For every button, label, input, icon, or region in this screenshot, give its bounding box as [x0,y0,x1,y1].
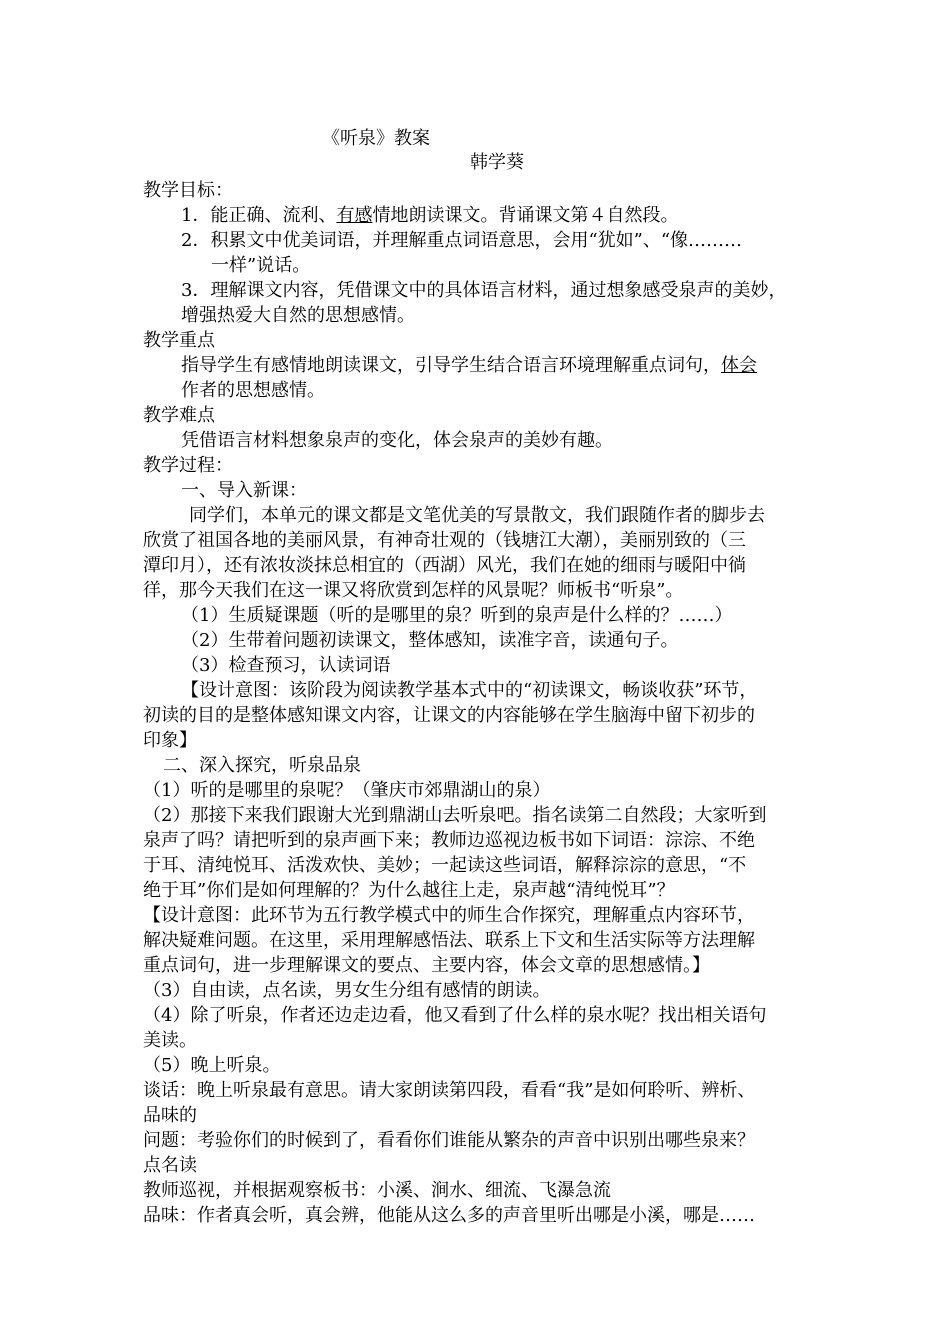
goals-heading: 教学目标： [143,180,233,201]
doc-title: 《听泉》教案 [322,128,430,149]
intro-paragraph-line-1: 同学们，本单元的课文都是文笔优美的写景散文，我们跟随作者的脚步去 [189,505,765,526]
underlined-word: 体会 [721,355,757,376]
section-2-item-3: （3）自由读，点名读，男女生分组有感情的朗读。 [143,980,551,1001]
talk-line-1: 谈话：晚上听泉最有意思。请大家朗读第四段，看看“我”是如何聆听、辨析、 [143,1080,756,1101]
key-points-heading: 教学重点 [143,330,215,351]
design-intent-2-line-1: 【设计意图：此环节为五行教学模式中的师生合作探究，理解重点内容环节， [143,905,755,926]
process-heading: 教学过程： [143,455,233,476]
design-intent-2-line-3: 重点词句，进一步理解课文的要点、主要内容，体会文章的思想感情。】 [143,955,710,976]
section-2-item-1: （1）听的是哪里的泉呢？（肇庆市郊鼎湖山的泉） [143,780,551,801]
difficulties-heading: 教学难点 [143,405,215,426]
section-2-title: 二、深入探究，听泉品泉 [163,755,361,776]
section-2-item-4-line-1: （4）除了听泉，作者还边走边看，他又看到了什么样的泉水呢？找出相关语句 [143,1005,767,1026]
design-intent-1-line-1: 【设计意图：该阶段为阅读教学基本式中的“初读课文，畅谈收获”环节， [181,680,758,701]
goal-1: 1．能正确、流利、有感情地朗读课文。背诵课文第４自然段。 [181,205,679,226]
intro-paragraph-line-2: 欣赏了祖国各地的美丽风景，有神奇壮观的（钱塘江大潮），美丽别致的（三 [143,530,746,551]
talk-line-2: 品味的 [143,1105,197,1126]
section-1-title: 一、导入新课： [181,480,307,501]
taste-line: 品味：作者真会听，真会辨，他能从这么多的声音里听出哪是小溪，哪是…… [143,1205,755,1226]
difficulties-line-1: 凭借语言材料想象泉声的变化，体会泉声的美妙有趣。 [181,430,613,451]
design-intent-1-line-3: 印象】 [143,730,197,751]
underlined-word: 有感 [336,205,373,226]
goal-2-line-2: 一样”说话。 [211,255,311,276]
intro-paragraph-line-4: 徉，那今天我们在这一课又将欣赏到怎样的风景呢？师板书“听泉”。 [143,580,684,601]
section-2-item-5: （5）晚上听泉。 [143,1055,281,1076]
design-intent-2-line-2: 解决疑难问题。在这里，采用理解感悟法、联系上下文和生活实际等方法理解 [143,930,755,951]
section-2-item-2-line-1: （2）那接下来我们跟谢大光到鼎湖山去听泉吧。指名读第二自然段；大家听到 [143,805,767,826]
section-2-item-4-line-2: 美读。 [143,1030,197,1051]
section-1-item-3: （3）检查预习，认读词语 [181,655,391,676]
key-points-line-2: 作者的思想感情。 [181,380,325,401]
section-1-item-2: （2）生带着问题初读课文，整体感知，读准字音，读通句子。 [181,630,679,651]
question-line: 问题：考验你们的时候到了，看看你们谁能从繁杂的声音中识别出哪些泉来？ [143,1130,755,1151]
key-points-line-1: 指导学生有感情地朗读课文，引导学生结合语言环境理解重点词句，体会 [181,355,757,376]
section-2-item-2-line-2: 泉声了吗？请把听到的泉声画下来；教师边巡视边板书如下词语：淙淙、不绝 [143,830,755,851]
intro-paragraph-line-3: 潭印月），还有浓妆淡抹总相宜的（西湖）风光，我们在她的细雨与暖阳中徜 [143,555,746,576]
board-writing-line: 教师巡视，并根据观察板书：小溪、涧水、细流、飞瀑急流 [143,1180,611,1201]
goal-3-line-2: 增强热爱大自然的思想感情。 [181,305,415,326]
section-1-item-1: （1）生质疑课题（听的是哪里的泉？听到的泉声是什么样的？……） [181,605,733,626]
section-2-item-2-line-3: 于耳、清纯悦耳、活泼欢快、美妙；一起读这些词语，解释淙淙的意思，“不 [143,855,747,876]
section-2-item-2-line-4: 绝于耳”你们是如何理解的？为什么越往上走，泉声越“清纯悦耳”？ [143,880,675,901]
goal-3-line-1: 3．理解课文内容，凭借课文中的具体语言材料，通过想象感受泉声的美妙， [181,280,787,301]
goal-2-line-1: 2．积累文中优美词语，并理解重点词语意思，会用“犹如”、“像……… [181,230,743,251]
roll-call-line: 点名读 [143,1155,197,1176]
design-intent-1-line-2: 初读的目的是整体感知课文内容，让课文的内容能够在学生脑海中留下初步的 [143,705,755,726]
doc-author: 韩学葵 [470,152,524,173]
